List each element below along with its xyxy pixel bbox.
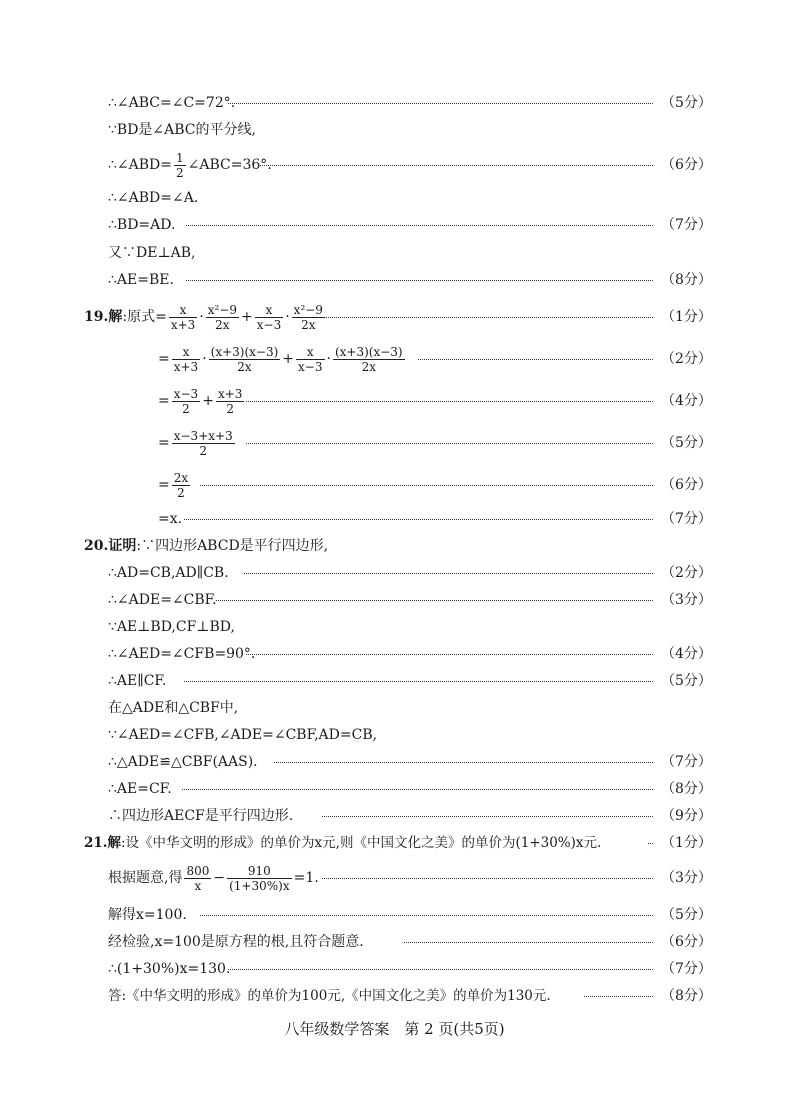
text-post: ∠ABC=36°.: [187, 157, 272, 173]
answer-line: [0, 187, 789, 209]
score: （3分）: [661, 870, 712, 886]
denominator: 2: [176, 165, 184, 180]
denominator: x−3: [256, 317, 282, 332]
answer-line: [0, 150, 789, 180]
answer-text: 又∵DE⊥AB,: [108, 245, 196, 261]
score: （4分）: [661, 646, 712, 662]
score: （3分）: [661, 592, 712, 608]
leader-dots: [182, 789, 653, 790]
numerator: x: [296, 345, 324, 360]
answer-line: [0, 670, 789, 692]
fraction: [172, 387, 200, 416]
leader-dots: [584, 996, 653, 997]
q19-step-content: = $\frac{x-3}{2}$ + $\frac{x+3}{2}$: [158, 386, 243, 416]
numerator: x: [169, 303, 197, 318]
numerator: x−3+x+3: [173, 428, 233, 443]
q20-first-content: [84, 535, 328, 557]
answer-line: [0, 616, 789, 638]
answer-text: ∴AE∥CF.: [108, 673, 167, 689]
answer-text: ∴∠ADE=∠CBF.: [108, 592, 217, 608]
numerator: x: [172, 345, 200, 360]
leader-dots: [274, 762, 653, 763]
numerator: (x+3)(x−3): [334, 344, 403, 359]
denominator: 2x: [301, 317, 316, 332]
leader-dots: [246, 443, 653, 444]
score: （7分）: [661, 511, 712, 527]
denominator: 2: [182, 401, 190, 416]
answer-text: ∴AD=CB,AD∥CB.: [108, 565, 229, 581]
answer-line: [0, 985, 789, 1007]
fraction: [174, 151, 186, 180]
q19-step: [0, 342, 789, 376]
answer-text: :∵四边形ABCD是平行四边形,: [136, 538, 329, 554]
answer-line: [0, 958, 789, 980]
question-label: 19.解: [84, 309, 123, 325]
answer-line: [0, 778, 789, 800]
score: （2分）: [661, 351, 712, 367]
leader-dots: [228, 969, 653, 970]
score: （6分）: [661, 934, 712, 950]
q21-first-content: [84, 832, 601, 854]
text-pre: ∴∠ABD=: [108, 157, 172, 173]
score: （5分）: [661, 673, 712, 689]
leader-dots: [246, 654, 653, 655]
q21-equation-content: 根据题意,得 $\frac{800}{x}$ − $\frac{910}{(1+30\%)x}$ =1.: [108, 863, 319, 893]
denominator: x+3: [170, 317, 196, 332]
answer-text: ∴(1+30%)x=130.: [108, 961, 231, 977]
denominator: 2x: [215, 317, 230, 332]
denominator: x: [194, 878, 202, 893]
denominator: x+3: [173, 359, 199, 374]
q19-step-content: 19.解:原式= $\frac{x}{x+3}$ · $\frac{\text{x²−9}}{2x}$ + $\frac{x}{x-3}$ · $\frac{\text{x²−9}}{2x}$: [84, 302, 323, 332]
answer-line: [0, 751, 789, 773]
leader-dots: [186, 280, 653, 281]
page-footer: 八年级数学答案 第 2 页(共5页): [284, 1020, 505, 1038]
q19-step-content: = $\frac{x}{x+3}$ · $\frac{(x+3)(x-3)}{2x}$ + $\frac{x}{x-3}$ · $\frac{(x+3)(x-3)}{2x}$: [158, 344, 403, 374]
text-post: =1.: [293, 870, 319, 886]
answer-text: :设《中华文明的形成》的单价为x元,则《中国文化之美》的单价为(1+30%)x元.: [121, 835, 602, 851]
score: （6分）: [661, 477, 712, 493]
fraction: [184, 864, 211, 893]
q21-first-line: [0, 832, 789, 854]
q19-step: [0, 300, 789, 334]
answer-line: [0, 562, 789, 584]
numerator: x: [255, 303, 283, 318]
denominator: x−3: [298, 359, 323, 374]
fraction: [209, 345, 281, 374]
score: （6分）: [661, 157, 712, 173]
answer-text: =x.: [158, 511, 183, 527]
answer-line: [0, 724, 789, 746]
score: （5分）: [661, 435, 712, 451]
question-label: 20.证明: [84, 538, 137, 554]
denominator: 2x: [361, 359, 376, 374]
leader-dots: [244, 573, 653, 574]
fraction: [169, 303, 197, 332]
leader-dots: [184, 519, 653, 520]
answer-line: [0, 242, 789, 264]
answer-line: [0, 931, 789, 953]
answer-text: ∴四边形AECF是平行四边形.: [108, 808, 294, 824]
score: （7分）: [661, 217, 712, 233]
score: （1分）: [661, 835, 712, 851]
denominator: 2: [199, 443, 208, 458]
fraction: [172, 429, 235, 458]
leader-dots: [216, 600, 653, 601]
leader-dots: [246, 401, 653, 402]
leader-dots: [322, 878, 653, 879]
fraction: [292, 303, 325, 332]
answer-text: ∴∠ABC=∠C=72°.: [108, 95, 236, 111]
answer-text: ∴BD=AD.: [108, 217, 176, 233]
leader-dots: [326, 317, 653, 318]
score: （4分）: [661, 393, 712, 409]
leader-dots: [418, 359, 653, 360]
denominator: (1+30%)x: [229, 878, 290, 893]
answer-text: ∴∠AED=∠CFB=90°.: [108, 646, 256, 662]
score: （8分）: [661, 272, 712, 288]
fraction: [206, 303, 239, 332]
answer-line: [0, 697, 789, 719]
numerator: 2x: [173, 470, 189, 485]
fraction: [216, 387, 244, 416]
fraction: [296, 345, 324, 374]
score: （7分）: [661, 961, 712, 977]
numerator: x+3: [217, 386, 243, 401]
score: （7分）: [661, 754, 712, 770]
fraction: [172, 471, 190, 500]
q19-step: [0, 468, 789, 502]
answer-text: ∴△ADE≌△CBF(AAS).: [108, 754, 258, 770]
leader-dots: [228, 103, 653, 104]
score: （8分）: [661, 781, 712, 797]
numerator: x−3: [173, 386, 199, 401]
q19-step-content: = $\frac{x-3+x+3}{2}$: [158, 428, 233, 458]
answer-text: 解得x=100.: [108, 907, 187, 923]
fraction: [227, 864, 292, 893]
answer-text: 答:《中华文明的形成》的单价为100元,《中国文化之美》的单价为130元.: [108, 988, 551, 1004]
leader-dots: [648, 843, 653, 844]
fraction: [255, 303, 283, 332]
score: （2分）: [661, 565, 712, 581]
numerator: 910: [227, 864, 292, 879]
leader-dots: [200, 915, 653, 916]
question-label: 21.解: [84, 835, 121, 851]
score: （8分）: [661, 988, 712, 1004]
leader-dots: [322, 816, 653, 817]
answer-line: [0, 119, 789, 141]
answer-text: ∴∠ABD=∠A.: [108, 190, 199, 206]
answer-line: [0, 269, 789, 291]
q21-equation-line: [0, 860, 789, 896]
score: （5分）: [661, 907, 712, 923]
answer-text: ∴AE=CF.: [108, 781, 172, 797]
fraction: [172, 345, 200, 374]
q19-step: [0, 384, 789, 418]
leader-dots: [184, 681, 653, 682]
answer-text: ∵AE⊥BD,CF⊥BD,: [108, 619, 235, 635]
numerator: x²−9: [293, 302, 323, 317]
answer-line: [0, 904, 789, 926]
answer-text: 经检验,x=100是原方程的根,且符合题意.: [108, 934, 364, 950]
q19-step: [0, 426, 789, 460]
q19-step-content: = $\frac{2x}{2}$: [158, 470, 189, 500]
score: （5分）: [661, 95, 712, 111]
denominator: 2: [177, 485, 185, 500]
answer-line: [0, 92, 789, 114]
answer-line: [0, 643, 789, 665]
answer-text: ∴AE=BE.: [108, 272, 174, 288]
numerator: 800: [186, 863, 210, 878]
q19-lead: :原式=: [122, 309, 167, 325]
text-pre: 根据题意,得: [108, 870, 183, 886]
answer-text: [108, 150, 272, 180]
leader-dots: [258, 165, 653, 166]
answer-line: [0, 589, 789, 611]
leader-dots: [186, 225, 653, 226]
answer-text: ∵∠AED=∠CFB,∠ADE=∠CBF,AD=CB,: [108, 727, 378, 743]
numerator: x²−9: [207, 302, 238, 317]
denominator: 2: [226, 401, 234, 416]
answer-text: 在△ADE和△CBF中,: [108, 700, 239, 716]
denominator: 2x: [237, 359, 252, 374]
numerator: (x+3)(x−3): [210, 344, 279, 359]
q19-step: [0, 508, 789, 530]
numerator: 1: [176, 150, 184, 165]
score: （1分）: [661, 309, 712, 325]
answer-line: [0, 805, 789, 827]
fraction: [333, 345, 405, 374]
answer-line: [0, 214, 789, 236]
leader-dots: [404, 942, 653, 943]
leader-dots: [200, 485, 653, 486]
answer-text: ∵BD是∠ABC的平分线,: [108, 122, 256, 138]
score: （9分）: [661, 808, 712, 824]
q20-first-line: [0, 535, 789, 557]
